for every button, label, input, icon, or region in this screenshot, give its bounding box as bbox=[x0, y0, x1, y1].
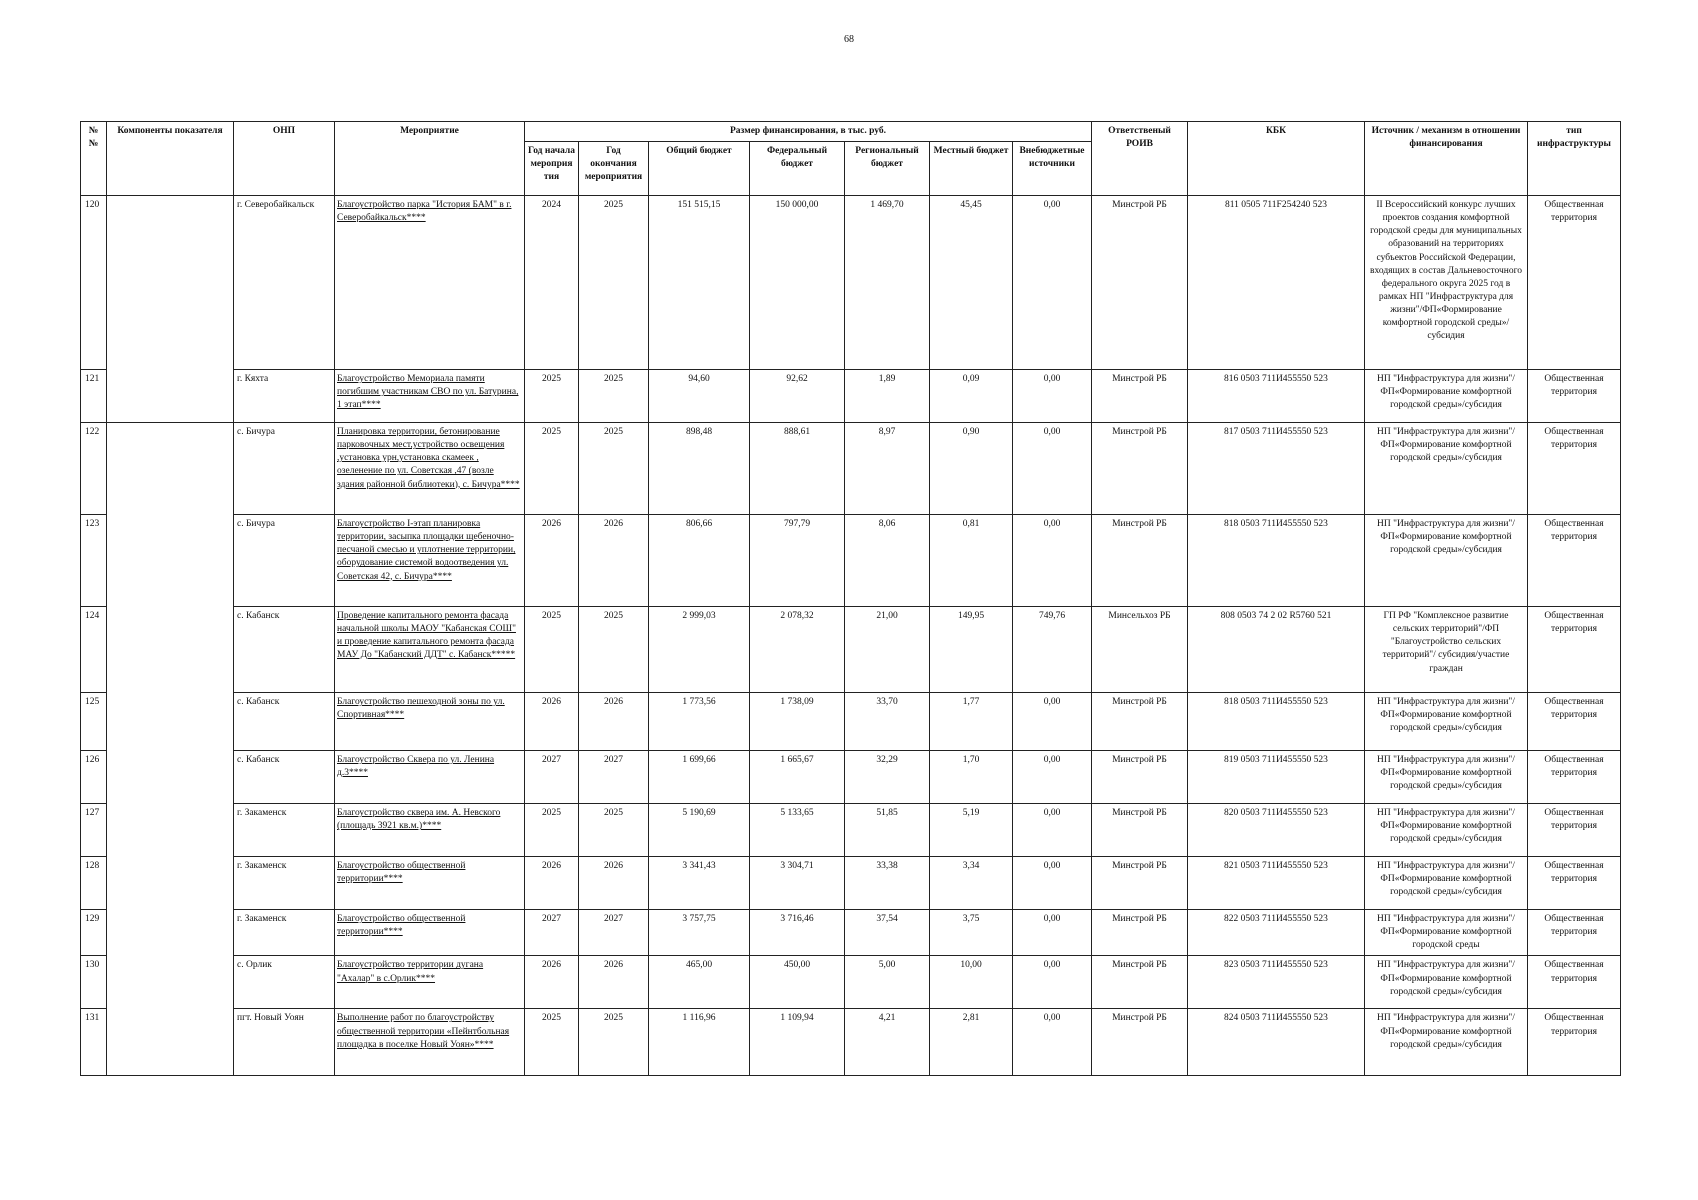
kbk-cell: 818 0503 711И455550 523 bbox=[1188, 515, 1365, 607]
roiv-cell: Минстрой РБ bbox=[1092, 804, 1188, 857]
onp-cell: г. Северобайкальск bbox=[234, 196, 335, 370]
components-cell bbox=[107, 910, 234, 956]
infra-cell: Общественная территория bbox=[1528, 515, 1621, 607]
row-num: 120 bbox=[81, 196, 107, 370]
table-row bbox=[81, 607, 1621, 693]
components-cell bbox=[107, 751, 234, 804]
row-num: 131 bbox=[81, 1009, 107, 1076]
roiv-cell: Минстрой РБ bbox=[1092, 910, 1188, 956]
regional-budget-cell: 1 469,70 bbox=[845, 196, 930, 370]
components-cell bbox=[107, 196, 234, 370]
extra-budget-cell: 0,00 bbox=[1013, 423, 1092, 515]
regional-budget-cell: 32,29 bbox=[845, 751, 930, 804]
source-cell: НП "Инфраструктура для жизни"/ФП«Формирование комфортной городской среды»/субсидия bbox=[1365, 423, 1528, 515]
table-row bbox=[81, 693, 1621, 751]
table-row bbox=[81, 370, 1621, 423]
roiv-cell: Минстрой РБ bbox=[1092, 751, 1188, 804]
infra-cell: Общественная территория bbox=[1528, 196, 1621, 370]
event-cell: Благоустройство пешеходной зоны по ул. Спортивная**** bbox=[335, 693, 525, 751]
onp-cell: с. Орлик bbox=[234, 956, 335, 1009]
kbk-cell: 821 0503 711И455550 523 bbox=[1188, 857, 1365, 910]
extra-budget-cell: 0,00 bbox=[1013, 370, 1092, 423]
table-row bbox=[81, 515, 1621, 607]
infra-cell: Общественная территория bbox=[1528, 370, 1621, 423]
infra-cell: Общественная территория bbox=[1528, 607, 1621, 693]
source-cell: НП "Инфраструктура для жизни"/ФП«Формирование комфортной городской среды»/субсидия bbox=[1365, 693, 1528, 751]
extra-budget-cell: 0,00 bbox=[1013, 804, 1092, 857]
table-row bbox=[81, 423, 1621, 515]
local-budget-cell: 2,81 bbox=[930, 1009, 1013, 1076]
components-cell bbox=[107, 956, 234, 1009]
total-budget-cell: 94,60 bbox=[649, 370, 750, 423]
kbk-cell: 816 0503 711И455550 523 bbox=[1188, 370, 1365, 423]
row-num: 128 bbox=[81, 857, 107, 910]
row-num: 125 bbox=[81, 693, 107, 751]
regional-budget-cell: 37,54 bbox=[845, 910, 930, 956]
onp-cell: г. Закаменск bbox=[234, 910, 335, 956]
table-row bbox=[81, 956, 1621, 1009]
kbk-cell: 824 0503 711И455550 523 bbox=[1188, 1009, 1365, 1076]
regional-budget-cell: 5,00 bbox=[845, 956, 930, 1009]
row-num: 121 bbox=[81, 370, 107, 423]
total-budget-cell: 5 190,69 bbox=[649, 804, 750, 857]
header-components: Компоненты показателя bbox=[107, 122, 234, 196]
roiv-cell: Минстрой РБ bbox=[1092, 857, 1188, 910]
total-budget-cell: 465,00 bbox=[649, 956, 750, 1009]
onp-cell: с. Бичура bbox=[234, 423, 335, 515]
components-cell bbox=[107, 693, 234, 751]
regional-budget-cell: 33,70 bbox=[845, 693, 930, 751]
header-onp: ОНП bbox=[234, 122, 335, 196]
year-end-cell: 2025 bbox=[579, 1009, 649, 1076]
extra-budget-cell: 0,00 bbox=[1013, 910, 1092, 956]
source-cell: НП "Инфраструктура для жизни"/ФП«Формирование комфортной городской среды»/субсидия bbox=[1365, 751, 1528, 804]
year-start-cell: 2026 bbox=[525, 515, 579, 607]
header-event: Мероприятие bbox=[335, 122, 525, 196]
extra-budget-cell: 0,00 bbox=[1013, 693, 1092, 751]
regional-budget-cell: 8,97 bbox=[845, 423, 930, 515]
row-num: 130 bbox=[81, 956, 107, 1009]
financing-table bbox=[80, 121, 1621, 1076]
local-budget-cell: 1,70 bbox=[930, 751, 1013, 804]
infra-cell: Общественная территория bbox=[1528, 1009, 1621, 1076]
roiv-cell: Минстрой РБ bbox=[1092, 1009, 1188, 1076]
page-number: 68 bbox=[844, 34, 854, 45]
row-num: 123 bbox=[81, 515, 107, 607]
regional-budget-cell: 21,00 bbox=[845, 607, 930, 693]
header-source: Источник / механизм в отношении финансирования bbox=[1365, 122, 1528, 196]
year-end-cell: 2026 bbox=[579, 956, 649, 1009]
roiv-cell: Минстрой РБ bbox=[1092, 196, 1188, 370]
infra-cell: Общественная территория bbox=[1528, 910, 1621, 956]
year-end-cell: 2025 bbox=[579, 423, 649, 515]
regional-budget-cell: 33,38 bbox=[845, 857, 930, 910]
header-roiv: Ответственый РОИВ bbox=[1092, 122, 1188, 196]
header-num: №№ bbox=[81, 122, 107, 196]
year-end-cell: 2025 bbox=[579, 370, 649, 423]
federal-budget-cell: 92,62 bbox=[750, 370, 845, 423]
table-row bbox=[81, 196, 1621, 370]
header-year-end: Год окончания мероприятия bbox=[579, 142, 649, 196]
year-end-cell: 2027 bbox=[579, 751, 649, 804]
row-num: 129 bbox=[81, 910, 107, 956]
year-start-cell: 2027 bbox=[525, 910, 579, 956]
header-extra: Внебюджетные источники bbox=[1013, 142, 1092, 196]
header-regional: Региональный бюджет bbox=[845, 142, 930, 196]
source-cell: НП "Инфраструктура для жизни"/ФП«Формирование комфортной городской среды bbox=[1365, 910, 1528, 956]
source-cell: НП "Инфраструктура для жизни"/ФП«Формирование комфортной городской среды»/субсидия bbox=[1365, 956, 1528, 1009]
header-kbk: КБК bbox=[1188, 122, 1365, 196]
roiv-cell: Минстрой РБ bbox=[1092, 370, 1188, 423]
extra-budget-cell: 0,00 bbox=[1013, 515, 1092, 607]
source-cell: II Всероссийский конкурс лучших проектов создания комфортной городской среды для муниципальных образований на территориях субъектов Российской Федерации, входящих в состав Дальневосточного федерального округа 2025 год в рамках НП "Инфраструктура для жизни"/ФП«Формирование комфортной городской среды»/субсидия bbox=[1365, 196, 1528, 370]
event-cell: Благоустройство Сквера по ул. Ленина д.3**** bbox=[335, 751, 525, 804]
infra-cell: Общественная территория bbox=[1528, 857, 1621, 910]
kbk-cell: 820 0503 711И455550 523 bbox=[1188, 804, 1365, 857]
regional-budget-cell: 51,85 bbox=[845, 804, 930, 857]
federal-budget-cell: 5 133,65 bbox=[750, 804, 845, 857]
kbk-cell: 818 0503 711И455550 523 bbox=[1188, 693, 1365, 751]
total-budget-cell: 1 699,66 bbox=[649, 751, 750, 804]
row-num: 127 bbox=[81, 804, 107, 857]
components-cell bbox=[107, 515, 234, 607]
onp-cell: пгт. Новый Уоян bbox=[234, 1009, 335, 1076]
year-start-cell: 2025 bbox=[525, 1009, 579, 1076]
local-budget-cell: 45,45 bbox=[930, 196, 1013, 370]
year-start-cell: 2026 bbox=[525, 956, 579, 1009]
header-federal: Федеральный бюджет bbox=[750, 142, 845, 196]
local-budget-cell: 1,77 bbox=[930, 693, 1013, 751]
kbk-cell: 808 0503 74 2 02 R5760 521 bbox=[1188, 607, 1365, 693]
regional-budget-cell: 4,21 bbox=[845, 1009, 930, 1076]
onp-cell: с. Кабанск bbox=[234, 751, 335, 804]
year-start-cell: 2026 bbox=[525, 857, 579, 910]
event-cell: Благоустройство территории дугана "Ахалар" в с.Орлик**** bbox=[335, 956, 525, 1009]
table-row bbox=[81, 857, 1621, 910]
components-cell bbox=[107, 804, 234, 857]
infra-cell: Общественная территория bbox=[1528, 956, 1621, 1009]
extra-budget-cell: 0,00 bbox=[1013, 196, 1092, 370]
event-cell: Благоустройство общественной территории**** bbox=[335, 910, 525, 956]
kbk-cell: 819 0503 711И455550 523 bbox=[1188, 751, 1365, 804]
federal-budget-cell: 2 078,32 bbox=[750, 607, 845, 693]
source-cell: НП "Инфраструктура для жизни"/ФП«Формирование комфортной городской среды»/субсидия bbox=[1365, 1009, 1528, 1076]
extra-budget-cell: 0,00 bbox=[1013, 751, 1092, 804]
local-budget-cell: 10,00 bbox=[930, 956, 1013, 1009]
extra-budget-cell: 0,00 bbox=[1013, 857, 1092, 910]
year-start-cell: 2024 bbox=[525, 196, 579, 370]
total-budget-cell: 1 116,96 bbox=[649, 1009, 750, 1076]
local-budget-cell: 3,75 bbox=[930, 910, 1013, 956]
components-cell bbox=[107, 857, 234, 910]
source-cell: НП "Инфраструктура для жизни"/ФП«Формирование комфортной городской среды»/субсидия bbox=[1365, 370, 1528, 423]
event-cell: Благоустройство сквера им. А. Невского (площадь 3921 кв.м.)**** bbox=[335, 804, 525, 857]
kbk-cell: 822 0503 711И455550 523 bbox=[1188, 910, 1365, 956]
event-cell: Планировка территории, бетонирование парковочных мест,устройство освещения ,установка урн,установка скамеек , озеленение по ул. Советская ,47 (возле здания районной библиотеки), с. Бичура**** bbox=[335, 423, 525, 515]
roiv-cell: Минстрой РБ bbox=[1092, 515, 1188, 607]
year-start-cell: 2025 bbox=[525, 804, 579, 857]
year-start-cell: 2027 bbox=[525, 751, 579, 804]
header-funding-group: Размер финансирования, в тыс. руб. bbox=[525, 122, 1092, 142]
year-end-cell: 2025 bbox=[579, 196, 649, 370]
table-row bbox=[81, 1009, 1621, 1076]
source-cell: ГП РФ "Комплексное развитие сельских территорий"/ФП "Благоустройство сельских территорий"/ субсидия/участие граждан bbox=[1365, 607, 1528, 693]
event-cell: Благоустройство Мемориала памяти погибшим участникам СВО по ул. Батурина, 1 этап**** bbox=[335, 370, 525, 423]
event-cell: Проведение капитального ремонта фасада начальной школы МАОУ "Кабанская СОШ" и проведение капитального ремонта фасада МАУ До "Кабанский ДДТ" с. Кабанск***** bbox=[335, 607, 525, 693]
onp-cell: г. Закаменск bbox=[234, 804, 335, 857]
components-cell bbox=[107, 1009, 234, 1076]
table-row bbox=[81, 910, 1621, 956]
roiv-cell: Минстрой РБ bbox=[1092, 423, 1188, 515]
local-budget-cell: 0,90 bbox=[930, 423, 1013, 515]
total-budget-cell: 3 757,75 bbox=[649, 910, 750, 956]
kbk-cell: 817 0503 711И455550 523 bbox=[1188, 423, 1365, 515]
onp-cell: г. Кяхта bbox=[234, 370, 335, 423]
row-num: 126 bbox=[81, 751, 107, 804]
local-budget-cell: 3,34 bbox=[930, 857, 1013, 910]
header-year-start: Год начала мероприя тия bbox=[525, 142, 579, 196]
header-total: Общий бюджет bbox=[649, 142, 750, 196]
federal-budget-cell: 1 109,94 bbox=[750, 1009, 845, 1076]
federal-budget-cell: 3 716,46 bbox=[750, 910, 845, 956]
onp-cell: с. Кабанск bbox=[234, 607, 335, 693]
table-row bbox=[81, 751, 1621, 804]
total-budget-cell: 806,66 bbox=[649, 515, 750, 607]
federal-budget-cell: 450,00 bbox=[750, 956, 845, 1009]
infra-cell: Общественная территория bbox=[1528, 693, 1621, 751]
roiv-cell: Минстрой РБ bbox=[1092, 693, 1188, 751]
regional-budget-cell: 8,06 bbox=[845, 515, 930, 607]
row-num: 122 bbox=[81, 423, 107, 515]
year-start-cell: 2025 bbox=[525, 370, 579, 423]
year-end-cell: 2025 bbox=[579, 804, 649, 857]
extra-budget-cell: 0,00 bbox=[1013, 1009, 1092, 1076]
roiv-cell: Минстрой РБ bbox=[1092, 956, 1188, 1009]
kbk-cell: 811 0505 711F254240 523 bbox=[1188, 196, 1365, 370]
extra-budget-cell: 749,76 bbox=[1013, 607, 1092, 693]
table-row bbox=[81, 804, 1621, 857]
total-budget-cell: 898,48 bbox=[649, 423, 750, 515]
onp-cell: г. Закаменск bbox=[234, 857, 335, 910]
source-cell: НП "Инфраструктура для жизни"/ФП«Формирование комфортной городской среды»/субсидия bbox=[1365, 857, 1528, 910]
event-cell: Благоустройство общественной территории**** bbox=[335, 857, 525, 910]
total-budget-cell: 3 341,43 bbox=[649, 857, 750, 910]
source-cell: НП "Инфраструктура для жизни"/ФП«Формирование комфортной городской среды»/субсидия bbox=[1365, 515, 1528, 607]
onp-cell: с. Бичура bbox=[234, 515, 335, 607]
infra-cell: Общественная территория bbox=[1528, 751, 1621, 804]
federal-budget-cell: 1 738,09 bbox=[750, 693, 845, 751]
year-start-cell: 2026 bbox=[525, 693, 579, 751]
local-budget-cell: 149,95 bbox=[930, 607, 1013, 693]
kbk-cell: 823 0503 711И455550 523 bbox=[1188, 956, 1365, 1009]
infra-cell: Общественная территория bbox=[1528, 804, 1621, 857]
year-start-cell: 2025 bbox=[525, 607, 579, 693]
year-end-cell: 2026 bbox=[579, 515, 649, 607]
regional-budget-cell: 1,89 bbox=[845, 370, 930, 423]
total-budget-cell: 151 515,15 bbox=[649, 196, 750, 370]
header-infra: тип инфраструктуры bbox=[1528, 122, 1621, 196]
infra-cell: Общественная территория bbox=[1528, 423, 1621, 515]
local-budget-cell: 5,19 bbox=[930, 804, 1013, 857]
local-budget-cell: 0,81 bbox=[930, 515, 1013, 607]
federal-budget-cell: 1 665,67 bbox=[750, 751, 845, 804]
event-cell: Благоустройство парка "История БАМ" в г. Северобайкальск**** bbox=[335, 196, 525, 370]
event-cell: Благоустройство I-этап планировка территории, засыпка площадки щебеночно-песчаной смесью и уплотнение территории, оборудование системой водоотведения ул. Советская 42, с. Бичура**** bbox=[335, 515, 525, 607]
components-cell bbox=[107, 423, 234, 515]
extra-budget-cell: 0,00 bbox=[1013, 956, 1092, 1009]
year-end-cell: 2026 bbox=[579, 693, 649, 751]
federal-budget-cell: 3 304,71 bbox=[750, 857, 845, 910]
year-end-cell: 2025 bbox=[579, 607, 649, 693]
roiv-cell: Минсельхоз РБ bbox=[1092, 607, 1188, 693]
federal-budget-cell: 150 000,00 bbox=[750, 196, 845, 370]
total-budget-cell: 1 773,56 bbox=[649, 693, 750, 751]
header-local: Местный бюджет bbox=[930, 142, 1013, 196]
onp-cell: с. Кабанск bbox=[234, 693, 335, 751]
components-cell bbox=[107, 370, 234, 423]
year-end-cell: 2026 bbox=[579, 857, 649, 910]
event-cell: Выполнение работ по благоустройству общественной территории «Пейнтбольная площадка в поселке Новый Уоян»**** bbox=[335, 1009, 525, 1076]
source-cell: НП "Инфраструктура для жизни"/ФП«Формирование комфортной городской среды»/субсидия bbox=[1365, 804, 1528, 857]
year-end-cell: 2027 bbox=[579, 910, 649, 956]
total-budget-cell: 2 999,03 bbox=[649, 607, 750, 693]
row-num: 124 bbox=[81, 607, 107, 693]
local-budget-cell: 0,09 bbox=[930, 370, 1013, 423]
federal-budget-cell: 797,79 bbox=[750, 515, 845, 607]
components-cell bbox=[107, 607, 234, 693]
year-start-cell: 2025 bbox=[525, 423, 579, 515]
federal-budget-cell: 888,61 bbox=[750, 423, 845, 515]
